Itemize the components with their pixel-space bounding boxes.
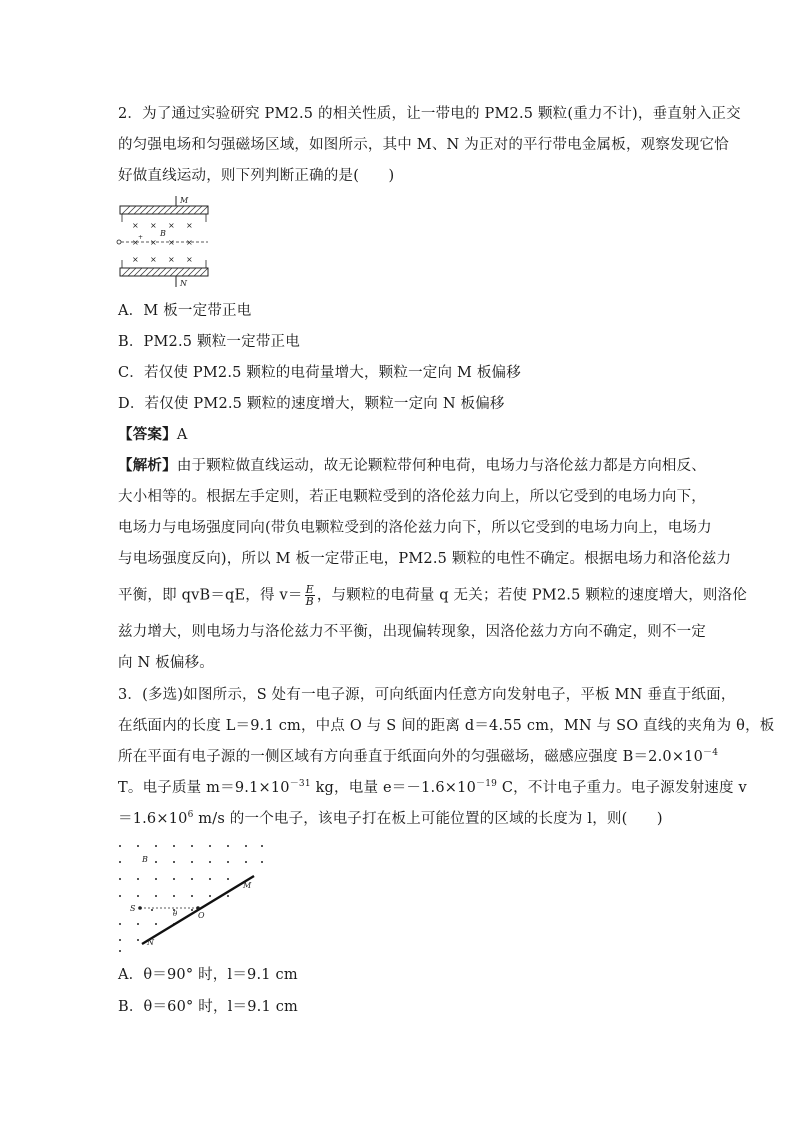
q2-analysis-line-3: 电场力与电场强度同向(带负电颗粒受到的洛伦兹力向下，所以它受到的电场力向上，电场力	[118, 520, 712, 536]
svg-text:×: ×	[132, 221, 139, 230]
q2-option-d: D．若仅使 PM2.5 颗粒的速度增大，颗粒一定向 N 板偏移	[118, 396, 505, 412]
midpoint-o	[196, 906, 200, 910]
q2-figure-charge-label: +	[138, 234, 144, 241]
q3-line3-exponent: －4	[703, 748, 719, 758]
q3-line3-text: 所在平面有电子源的一侧区域有方向垂直于纸面向外的匀强磁场，磁感应强度 B＝2.0×10	[118, 749, 704, 765]
svg-text:×: ×	[186, 221, 193, 230]
q3-figure-b-label: B	[142, 855, 148, 864]
q3-line4-b: kg，电量 e＝－1.6×10	[310, 780, 476, 796]
field-dots	[119, 845, 263, 952]
q3-stem-line-1: 3．(多选)如图所示，S 处有一电子源，可向纸面内任意方向发射电子，平板 MN 垂直于纸面，	[118, 687, 736, 703]
analysis-tag: 【解析】	[118, 457, 177, 474]
q3-option-b: B．θ＝60° 时，l＝9.1 cm	[118, 999, 298, 1015]
q3-stem-line-2: 在纸面内的长度 L＝9.1 cm，中点 O 与 S 间的距离 d＝4.55 cm，MN 与 SO 直线的夹角为 θ，板	[118, 718, 775, 734]
q3-figure-s-label: S	[130, 904, 136, 913]
q2-stem-line-2: 的匀强电场和匀强磁场区域，如图所示，其中 M、N 为正对的平行带电金属板，观察发现它恰	[118, 137, 729, 153]
svg-text:×: ×	[168, 238, 175, 247]
q2-stem-line-3: 好做直线运动，则下列判断正确的是( )	[118, 168, 395, 184]
q3-figure	[112, 838, 272, 956]
balance-pre: 平衡，即 qvB＝qE，得 v＝	[118, 587, 303, 604]
q2-figure-m-label: M	[180, 196, 189, 205]
q2-analysis-line-6: 兹力增大，则电场力与洛伦兹力不平衡，出现偏转现象，因洛伦兹力方向不确定，则不一定	[118, 624, 706, 640]
q2-analysis-line-1	[118, 456, 706, 476]
svg-text:×: ×	[168, 221, 175, 230]
balance-post: ，与颗粒的电荷量 q 无关；若使 PM2.5 颗粒的速度增大，则洛伦	[316, 587, 748, 604]
q2-analysis-line-5	[118, 584, 747, 607]
svg-text:×: ×	[186, 238, 193, 247]
svg-text:×: ×	[150, 221, 157, 230]
answer-value: A	[176, 427, 188, 443]
e-over-b-fraction	[305, 584, 315, 607]
plate-mn	[142, 876, 254, 944]
q3-line4-exp2: －19	[476, 779, 498, 789]
q2-figure	[112, 192, 216, 290]
q3-stem-line-5	[118, 809, 663, 829]
q3-option-a: A．θ＝90° 时，l＝9.1 cm	[118, 967, 298, 983]
svg-text:×: ×	[168, 255, 175, 264]
q3-stem-line-3	[118, 747, 718, 767]
analysis-text: 由于颗粒做直线运动，故无论颗粒带何种电荷，电场力与洛伦兹力都是方向相反、	[176, 458, 707, 474]
fraction-numerator: E	[305, 583, 314, 596]
q2-analysis-line-7: 向 N 板偏移。	[118, 655, 215, 671]
svg-text:×: ×	[132, 255, 139, 264]
q3-line4-exp1: －31	[289, 779, 311, 789]
q3-stem-line-4	[118, 778, 747, 798]
q3-figure-theta-label: θ	[173, 910, 178, 918]
q3-figure-m-label: M	[243, 881, 252, 890]
q3-line5-exp: 6	[187, 810, 194, 820]
q2-option-c: C．若仅使 PM2.5 颗粒的电荷量增大，颗粒一定向 M 板偏移	[118, 365, 521, 381]
q2-analysis-line-2: 大小相等的。根据左手定则，若正电颗粒受到的洛伦兹力向上，所以它受到的电场力向下，	[118, 489, 706, 505]
svg-text:×: ×	[132, 238, 139, 247]
q3-line4-c: C，不计电子重力。电子源发射速度 v	[497, 780, 747, 796]
q2-figure-n-label: N	[180, 279, 187, 288]
q2-answer	[118, 425, 187, 445]
q3-figure-n-label: N	[147, 938, 154, 947]
q3-line5-b: m/s 的一个电子，该电子打在板上可能位置的区域的长度为 l，则( )	[193, 811, 663, 827]
answer-tag: 【答案】	[118, 426, 177, 443]
q2-option-b: B．PM2.5 颗粒一定带正电	[118, 334, 300, 350]
q3-line4-a: T。电子质量 m＝9.1×10	[118, 780, 290, 796]
svg-text:×: ×	[150, 238, 157, 247]
q2-figure-b-label: B	[160, 229, 166, 238]
q3-figure-o-label: O	[198, 911, 205, 920]
q2-stem-line-1: 2．为了通过实验研究 PM2.5 的相关性质，让一带电的 PM2.5 颗粒(重力不计)，垂直射入正交	[118, 106, 741, 122]
q2-analysis-line-4: 与电场强度反向)，所以 M 板一定带正电，PM2.5 颗粒的电性不确定。根据电场力和洛伦兹力	[118, 551, 732, 567]
q3-line5-a: ＝1.6×10	[118, 811, 188, 827]
svg-text:×: ×	[186, 255, 193, 264]
svg-text:×: ×	[150, 255, 157, 264]
q2-option-a: A．M 板一定带正电	[118, 303, 252, 319]
fraction-denominator: B	[305, 595, 314, 608]
